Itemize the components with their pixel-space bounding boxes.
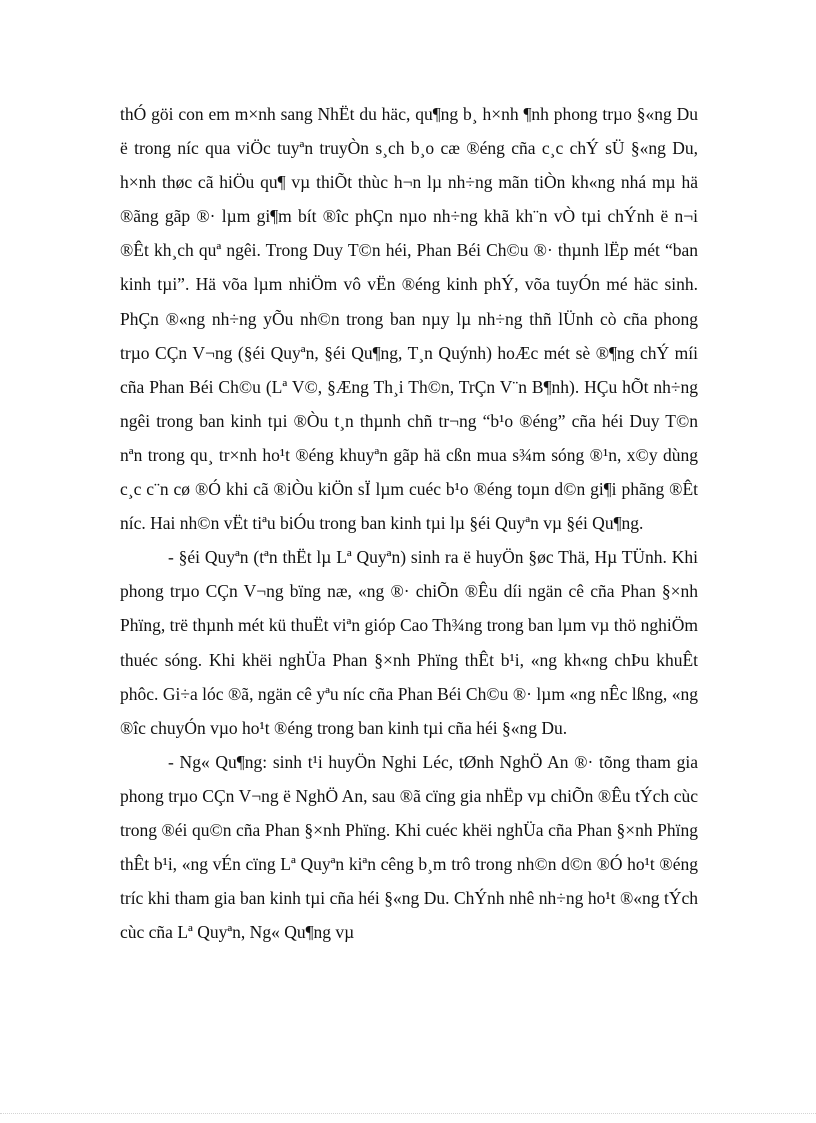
paragraph-ban-kinh-tai: thÓ göi con em m×nh sang NhËt du häc, qu¶ng b¸ h×nh ¶nh phong trµo §«ng Du ë trong níc qua viÖc tuyªn truyÒn s¸ch b¸o cæ ®éng cña c¸c chÝ sÜ §«ng Du, h×nh thøc cã hiÖu qu¶ vµ thiÕt thùc h¬n lµ nh÷ng mãn tiÒn kh«ng nhá mµ hä ®ãng gãp ®· lµm gi¶m bít ®îc phÇn nµo nh÷ng khã kh¨n vÒ tµi chÝnh ë n¬i ®Êt kh¸ch quª ngêi. Trong Duy T©n héi, Phan Béi Ch©u ®· thµnh lËp mét “ban kinh tµi”. Hä võa lµm nhiÖm vô vËn ®éng kinh phÝ, võa tuyÓn mé häc sinh. PhÇn ®«ng nh÷ng yÕu nh©n trong ban nµy lµ nh÷ng thñ lÜnh cò cña phong trµo CÇn V¬ng (§éi Quyªn, §éi Qu¶ng, T¸n Quýnh) hoÆc mét sè ®¶ng chÝ míi cña Phan Béi Ch©u (Lª V©, §Æng Th¸i Th©n, TrÇn V¨n B¶nh). HÇu hÕt nh÷ng ngêi trong ban kinh tµi ®Òu t¸n thµnh chñ tr¬ng “b¹o ®éng” cña héi Duy T©n nªn trong qu¸ tr×nh ho¹t ®éng khuyªn gãp hä cßn mua s¾m sóng ®¹n, x©y dùng c¸c c¨n cø ®Ó khi cã ®iÒu kiÖn sÏ lµm cuéc b¹o ®éng toµn d©n gi¶i phãng ®Êt níc. Hai nh©n vËt tiªu biÓu trong ban kinh tµi lµ §éi Quyªn vµ §éi Qu¶ng. <box>120 104 698 534</box>
paragraph-doi-quyen: - §éi Quyªn (tªn thËt lµ Lª Quyªn) sinh ra ë huyÖn §øc Thä, Hµ TÜnh. Khi phong trµo CÇn V¬ng bïng næ, «ng ®· chiÕn ®Êu díi ngän cê cña Phan §×nh Phïng, trë thµnh mét kü thuËt viªn gióp Cao Th¾ng trong ban lµm vµ thö nghiÖm thuéc sóng. Khi khëi nghÜa Phan §×nh Phïng thÊt b¹i, «ng kh«ng chÞu khuÊt phôc. Gi÷a lóc ®ã, ngän cê yªu níc cña Phan Béi Ch©u ®· lµm «ng nÊc lßng, «ng ®îc chuyÓn vµo ho¹t ®éng trong ban kinh tµi cña héi §«ng Du. <box>120 547 698 738</box>
paragraph-ngo-quang: - Ng« Qu¶ng: sinh t¹i huyÖn Nghi Léc, tØnh NghÖ An ®· tõng tham gia phong trµo CÇn V¬ng ë NghÖ An, sau ®ã cïng gia nhËp vµ chiÕn ®Êu tÝch cùc trong ®éi qu©n cña Phan §×nh Phïng. Khi cuéc khëi nghÜa cña Phan §×nh Phïng thÊt b¹i, «ng vÉn cïng Lª Quyªn kiªn cêng b¸m trô trong nh©n d©n ®Ó ho¹t ®éng tríc khi tham gia ban kinh tµi cña héi §«ng Du. ChÝnh nhê nh÷ng ho¹t ®«ng tÝch cùc cña Lª Quyªn, Ng« Qu¶ng vµ <box>120 751 698 943</box>
body-text <box>120 97 698 949</box>
page-bottom-divider <box>0 1113 816 1114</box>
